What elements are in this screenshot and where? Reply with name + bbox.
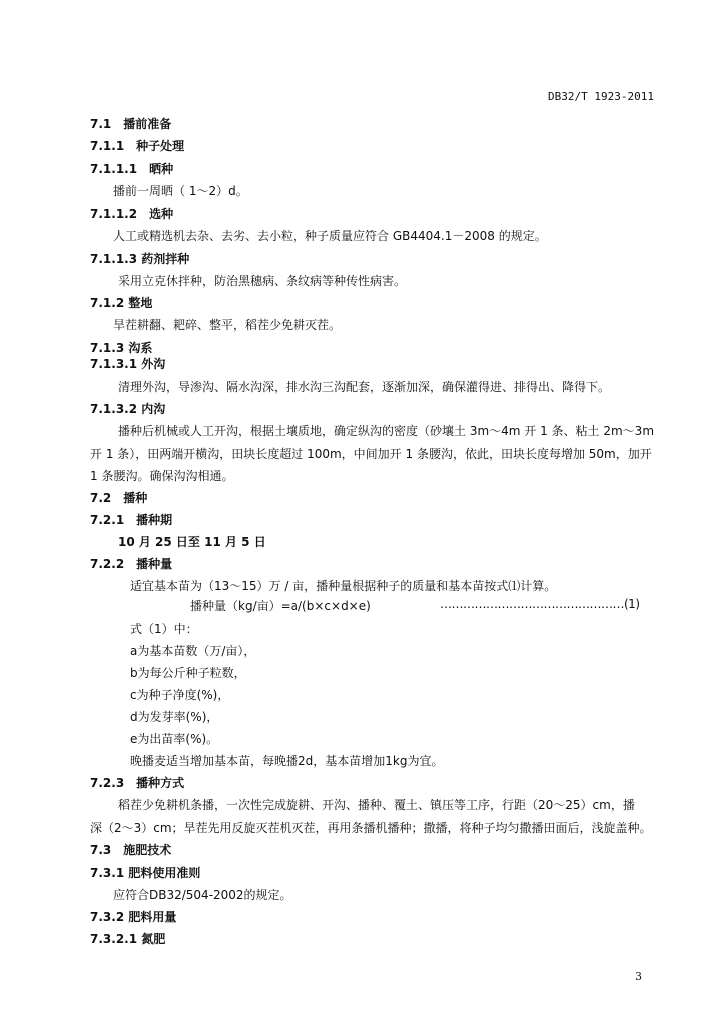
heading-7-1-3: 7.1.3 沟系 [90,341,153,355]
paragraph-fertilizer-standard: 应符合DB32/504-2002的规定。 [113,888,292,902]
heading-7-1: 7.1 播前准备 [90,117,172,131]
heading-7-3-2-1: 7.3.2.1 氮肥 [90,932,166,946]
formula-where: 式（1）中： [130,622,198,636]
formula-leader-dots: ………………………………………… [440,597,624,611]
heading-7-1-3-1: 7.1.3.1 外沟 [90,357,166,371]
heading-7-3-1: 7.3.1 肥料使用准则 [90,866,201,880]
variable-b: b为每公斤种子粒数， [130,666,246,680]
variable-a: a为基本苗数（万/亩）， [130,644,256,658]
heading-7-1-3-2: 7.1.3.2 内沟 [90,402,166,416]
paragraph-inner-ditch-3: 1 条腰沟。确保沟沟相通。 [90,469,234,483]
paragraph-inner-ditch-1: 播种后机械或人工开沟，根据土壤质地，确定纵沟的密度（砂壤土 3m～4m 开 1 条、粘土 2m～3m [118,424,655,438]
paragraph-seed-dressing: 采用立克休拌种，防治黑穗病、条纹病等种传性病害。 [118,274,407,288]
variable-e: e为出苗率(%)。 [130,732,219,746]
paragraph-outer-ditch: 清理外沟，导渗沟、隔水沟深，排水沟三沟配套，逐渐加深，确保灌得进、排得出、降得下。 [118,380,611,394]
paragraph-inner-ditch-2: 开 1 条），田两端开横沟，田块长度超过 100m，中间加开 1 条腰沟，依此，田块长度每增加 50m，加开 [90,447,652,461]
seeding-rate-formula: 播种量（kg/亩）=a/(b×c×d×e) [190,599,371,613]
formula-label: (1) [624,597,640,611]
paragraph-late-sowing: 晚播麦适当增加基本苗，每晚播2d，基本苗增加1kg为宜。 [130,754,444,768]
heading-7-2: 7.2 播种 [90,491,148,505]
heading-7-1-1-2: 7.1.1.2 选种 [90,207,174,221]
sowing-date: 10 月 25 日至 11 月 5 日 [118,535,266,549]
paragraph-sowing-method-2: 深（2～3）cm；旱茬先用反旋灭茬机灭茬，再用条播机播种；撒播，将种子均匀撒播田面后，浅旋盖种。 [90,821,652,835]
paragraph-sun-drying: 播前一周晒（ 1～2）d。 [113,184,248,198]
heading-7-1-2: 7.1.2 整地 [90,296,153,310]
paragraph-seed-selection: 人工或精选机去杂、去劣、去小粒，种子质量应符合 GB4404.1－2008 的规定。 [113,229,547,243]
heading-7-1-1: 7.1.1 种子处理 [90,139,185,153]
paragraph-land-prep: 旱茬耕翻、耙碎、整平，稻茬少免耕灭茬。 [113,318,342,332]
formula-number [440,597,640,611]
paragraph-sowing-method-1: 稻茬少免耕机条播，一次性完成旋耕、开沟、播种、覆土、镇压等工序，行距（20～25）cm，播 [118,798,635,812]
heading-7-3-2: 7.3.2 肥料用量 [90,910,177,924]
heading-7-2-1: 7.2.1 播种期 [90,513,173,527]
heading-7-1-1-3: 7.1.1.3 药剂拌种 [90,252,190,266]
standard-code-header: DB32/T 1923-2011 [548,90,654,103]
variable-d: d为发芽率(%)， [130,710,219,724]
variable-c: c为种子净度(%)， [130,688,230,702]
heading-7-2-3: 7.2.3 播种方式 [90,776,185,790]
page-number: 3 [635,970,642,983]
paragraph-seeding-rate: 适宜基本苗为（13～15）万 / 亩，播种量根据种子的质量和基本苗按式⑴计算。 [130,579,557,593]
heading-7-1-1-1: 7.1.1.1 晒种 [90,162,174,176]
heading-7-2-2: 7.2.2 播种量 [90,557,173,571]
heading-7-3: 7.3 施肥技术 [90,843,172,857]
